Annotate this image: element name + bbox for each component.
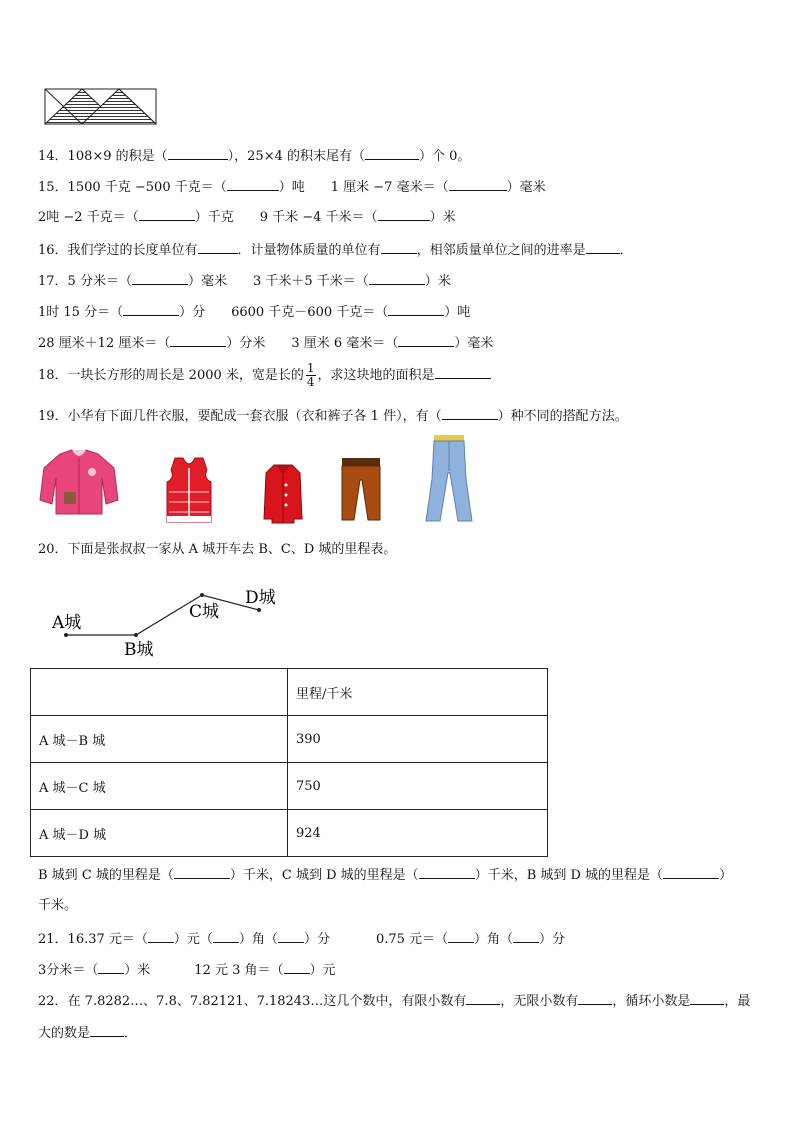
answer-blank[interactable] xyxy=(148,929,174,943)
table-header-cell: 里程/千米 xyxy=(288,669,548,716)
city-c-label: C城 xyxy=(189,602,220,622)
city-a-point xyxy=(64,633,68,637)
question-20-answer: B 城到 C 城的里程是（ ）千米，C 城到 D 城的里程是（ ）千米，B 城到 D 城的里程是（ ） xyxy=(38,865,732,885)
answer-blank[interactable] xyxy=(284,960,310,974)
question-21-line-1: 21．16.37 元＝（ ）元（ ）角（ ）分 0.75 元＝（ ）角（ ）分 xyxy=(38,929,565,949)
question-15-line-2: 2吨 −2 千克＝（ ）千克 9 千米 −4 千米＝（ ）米 xyxy=(38,207,456,227)
answer-blank[interactable] xyxy=(690,991,724,1005)
city-b-point xyxy=(134,633,138,637)
brown-pants-image xyxy=(338,456,384,522)
question-22-cont: 大的数是 ． xyxy=(38,1023,137,1043)
red-coat-image xyxy=(262,463,304,525)
answer-blank[interactable] xyxy=(448,929,474,943)
table-cell: 924 xyxy=(288,810,548,857)
question-17-line-1: 17．5 分米＝（ ）毫米 3 千米＋5 千米＝（ ）米 xyxy=(38,271,451,291)
table-cell: A 城－D 城 xyxy=(31,810,288,857)
table-row xyxy=(31,716,548,763)
table-cell: A 城－B 城 xyxy=(31,716,288,763)
question-17-line-3: 28 厘米＋12 厘米＝（ ）分米 3 厘米 6 毫米＝（ ）毫米 xyxy=(38,333,493,353)
table-cell: 390 xyxy=(288,716,548,763)
triangle-figure xyxy=(44,88,158,126)
table-row xyxy=(31,810,548,857)
answer-blank[interactable] xyxy=(132,271,188,285)
question-21-line-2: 3分米＝（ ）米 12 元 3 角＝（ ）元 xyxy=(38,960,336,980)
table-header-row xyxy=(31,669,548,716)
city-b-label: B城 xyxy=(124,640,154,660)
question-15-line-1: 15．1500 千克 −500 千克＝（ ）吨 1 厘米 −7 毫米＝（ ）毫米 xyxy=(38,177,546,197)
answer-blank[interactable] xyxy=(123,302,179,316)
answer-blank[interactable] xyxy=(278,929,304,943)
question-17-line-2: 1时 15 分＝（ ）分 6600 千克－600 千克＝（ ）吨 xyxy=(38,302,470,322)
answer-blank[interactable] xyxy=(378,207,430,221)
question-14: 14．108×9 的积是（ ），25×4 的积末尾有（ ）个 0。 xyxy=(38,146,470,166)
blue-jeans-image xyxy=(424,433,474,523)
answer-blank[interactable] xyxy=(435,365,491,379)
answer-blank[interactable] xyxy=(174,865,230,879)
answer-blank[interactable] xyxy=(365,146,419,160)
answer-blank[interactable] xyxy=(513,929,539,943)
answer-blank[interactable] xyxy=(663,865,719,879)
mileage-table xyxy=(30,668,548,857)
answer-blank[interactable] xyxy=(98,960,124,974)
city-d-point xyxy=(257,608,261,612)
pink-jacket-image xyxy=(38,448,120,516)
question-20-intro: 20．下面是张叔叔一家从 A 城开车去 B、C、D 城的里程表。 xyxy=(38,542,397,557)
answer-blank[interactable] xyxy=(381,240,417,254)
route-map xyxy=(40,582,300,662)
answer-blank[interactable] xyxy=(449,177,507,191)
answer-blank[interactable] xyxy=(139,207,195,221)
fraction: $\frac{1}{4}$ xyxy=(306,361,315,389)
table-header-cell xyxy=(31,669,288,716)
question-18: 18．一块长方形的周长是 2000 米，宽是长的 $\frac{1}{4}$ ，求这块地的面积是 xyxy=(38,358,491,394)
answer-blank[interactable] xyxy=(419,865,475,879)
table-cell: A 城－C 城 xyxy=(31,763,288,810)
answer-blank[interactable] xyxy=(578,991,612,1005)
red-vest-image xyxy=(163,456,215,524)
city-c-point xyxy=(200,593,204,597)
answer-blank[interactable] xyxy=(198,240,238,254)
answer-blank[interactable] xyxy=(466,991,500,1005)
city-d-label: D城 xyxy=(245,588,276,608)
answer-blank[interactable] xyxy=(90,1023,124,1037)
answer-blank[interactable] xyxy=(442,406,498,420)
answer-blank[interactable] xyxy=(369,271,425,285)
table-cell: 750 xyxy=(288,763,548,810)
answer-blank[interactable] xyxy=(168,146,228,160)
answer-blank[interactable] xyxy=(388,302,444,316)
answer-blank[interactable] xyxy=(213,929,239,943)
question-22: 22．在 7.8282…、7.8、7.82121、7.18243…这几个数中，有限小数有 ，无限小数有 ，循环小数是 ，最 xyxy=(38,991,750,1011)
answer-blank[interactable] xyxy=(398,333,454,347)
question-20-answer-cont: 千米。 xyxy=(38,898,78,913)
question-16: 16．我们学过的长度单位有 ．计量物体质量的单位有 ，相邻质量单位之间的进率是 ． xyxy=(38,240,633,260)
answer-blank[interactable] xyxy=(227,177,279,191)
city-a-label: A城 xyxy=(52,613,82,633)
question-19: 19．小华有下面几件衣服，要配成一套衣服（衣和裤子各 1 件），有（ ）种不同的搭配方法。 xyxy=(38,406,628,426)
answer-blank[interactable] xyxy=(170,333,226,347)
answer-blank[interactable] xyxy=(586,240,620,254)
table-row xyxy=(31,763,548,810)
